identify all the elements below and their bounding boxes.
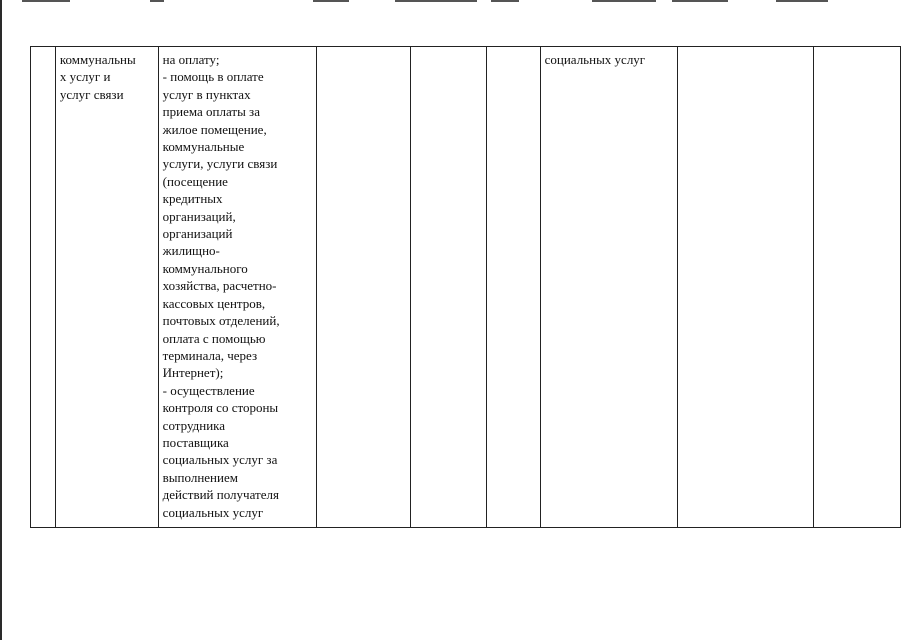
table-cell-empty: [814, 47, 901, 528]
indicator-text: социальных услуг: [544, 52, 646, 67]
previous-page-rule: [491, 0, 519, 2]
previous-page-rule: [313, 0, 349, 2]
table-cell-empty: [486, 47, 540, 528]
previous-page-rule: [395, 0, 477, 2]
services-table: [30, 46, 901, 528]
table-row: [31, 47, 901, 528]
table-cell-number: [31, 47, 56, 528]
previous-page-rule: [672, 0, 728, 2]
table-cell-empty: [678, 47, 814, 528]
table-cell-indicator: [540, 47, 677, 528]
table-cell-service-name: [55, 47, 158, 528]
table-cell-empty: [410, 47, 486, 528]
previous-page-rule: [22, 0, 70, 2]
service-name-text: коммунальны х услуг и услуг связи: [59, 52, 136, 102]
previous-page-rule: [592, 0, 656, 2]
previous-page-rule: [776, 0, 828, 2]
scan-edge: [0, 0, 2, 640]
table-cell-empty: [316, 47, 410, 528]
table-cell-service-content: [158, 47, 316, 528]
service-content-text: на оплату; - помощь в оплате услуг в пунктах приема оплаты за жилое помещение, коммунальные услуги, услуги связи (посещение кредитных организаций, организаций жилищно- коммунального хозяйства, расчетно- кассовых центров, почтовых отделений, оплата с помощью терминала, через Интернет); - осуществление контроля со стороны сотрудника поставщика социальных услуг за выполнением действий получателя социальных услуг: [162, 52, 280, 520]
previous-page-rule: [150, 0, 164, 2]
